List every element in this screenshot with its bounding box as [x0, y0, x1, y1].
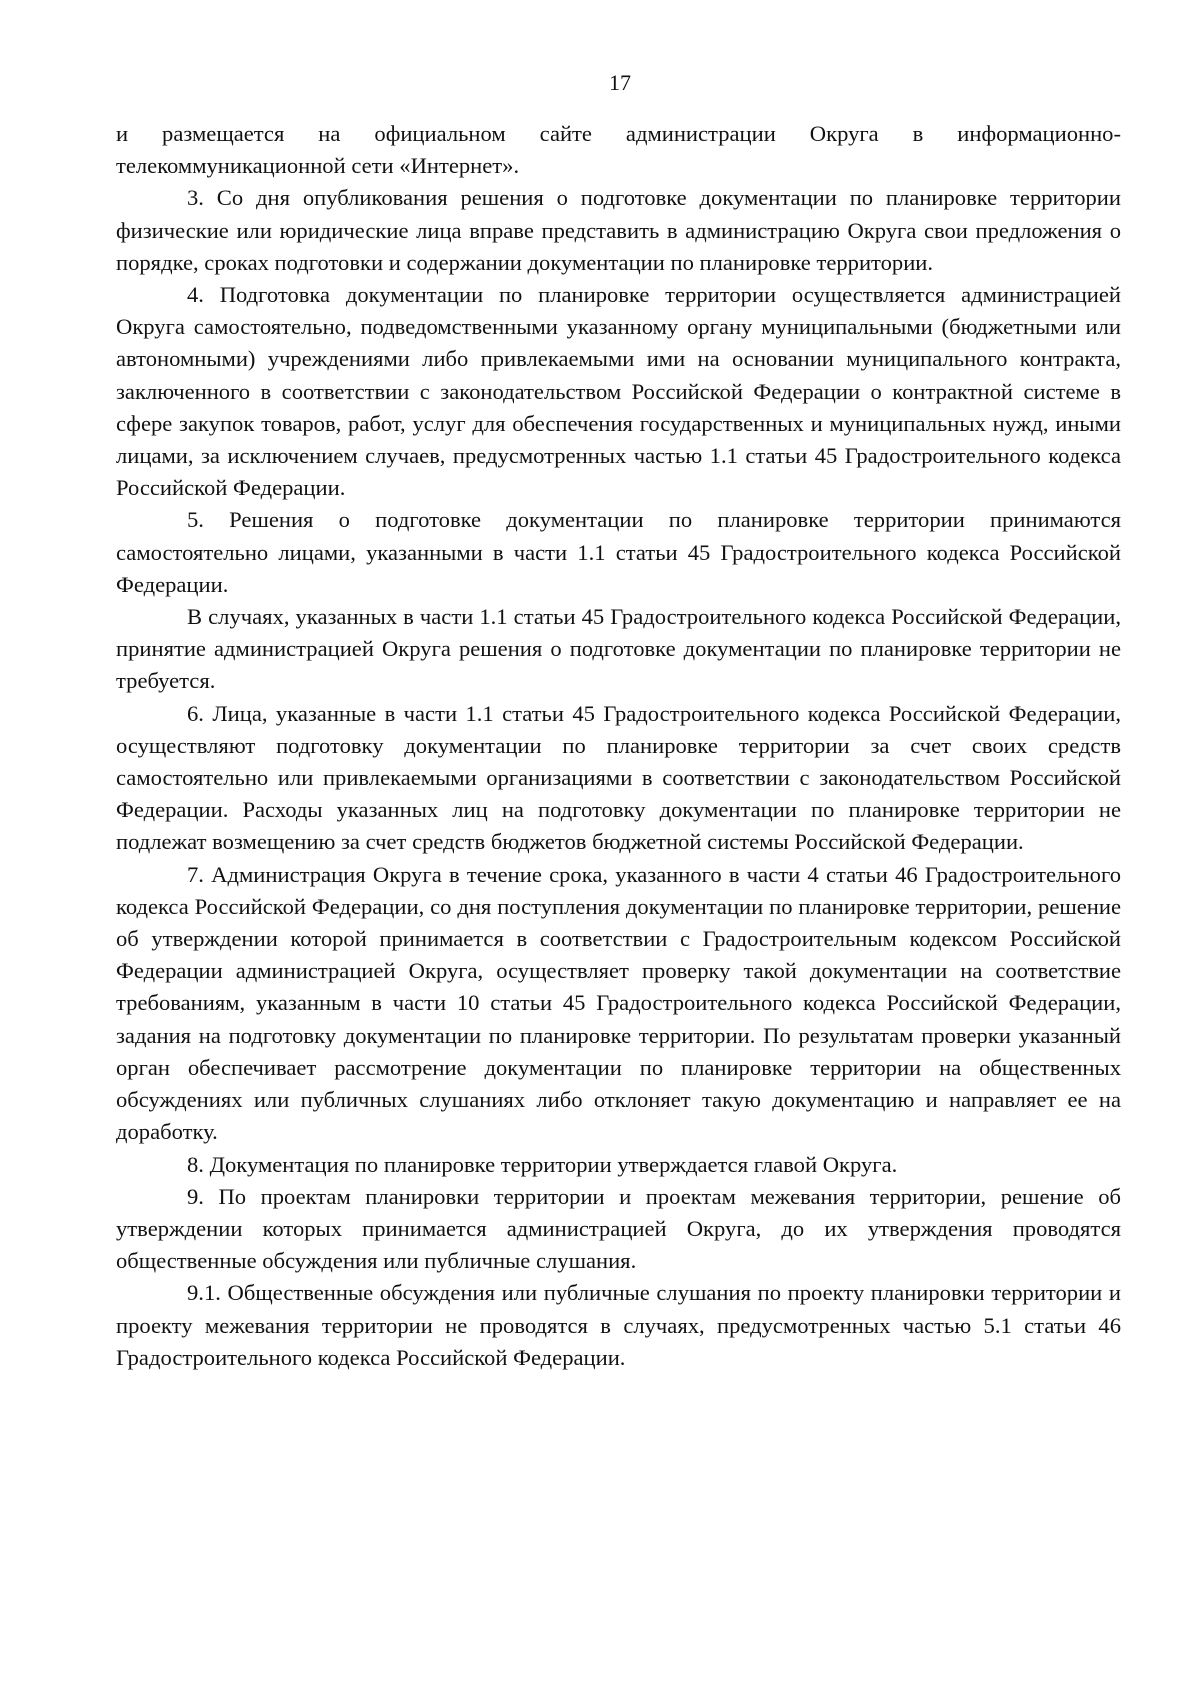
paragraph-item-8: 8. Документация по планировке территории утверждается главой Округа. — [187, 1151, 898, 1177]
paragraph-item-5-cases: В случаях, указанных в части 1.1 статьи 45 Градостроительного кодекса Российской Федерации, принятие администрацией Округа решения о подготовке документации по планировке территории не требуется. — [116, 604, 1121, 694]
paragraph-item-9: 9. По проектам планировки территории и проектам межевания территории, решение об утверждении которых принимается администрацией Округа, до их утверждения проводятся общественные обсуждения или публичные слушания. — [116, 1183, 1121, 1274]
paragraph-item-9-1: 9.1. Общественные обсуждения или публичные слушания по проекту планировки территории и проекту межевания территории не проводятся в случаях, предусмотренных частью 5.1 статьи 46 Градостроительного кодекса Российской Федерации. — [116, 1280, 1121, 1370]
paragraph-item-6: 6. Лица, указанные в части 1.1 статьи 45 Градостроительного кодекса Российской Федерации, осуществляют подготовку документации по планировке территории за счет своих средств самостоятельно или привлекаемыми организациями в соответствии с законодательством Российской Федерации. Расходы указанных лиц на подготовку документации по планировке территории не подлежат возмещению за счет средств бюджетов бюджетной системы Российской Федерации. — [116, 700, 1121, 855]
paragraph-item-4: 4. Подготовка документации по планировке территории осуществляется администрацией Округа самостоятельно, подведомственными указанному органу муниципальными (бюджетными или автономными) учреждениями либо привлекаемыми ими на основании муниципального контракта, заключенного в соответствии с законодательством Российской Федерации о контрактной системе в сфере закупок товаров, работ, услуг для обеспечения государственных и муниципальных нужд, иными лицами, за исключением случаев, предусмотренных частью 1.1 статьи 45 Градостроительного кодекса Российской Федерации. — [116, 282, 1121, 501]
paragraph-item-7: 7. Администрация Округа в течение срока, указанного в части 4 статьи 46 Градостроительного кодекса Российской Федерации, со дня поступления документации по планировке территории, решение об утверждении которой принимается в соответствии с Градостроительным кодексом Российской Федерации администрацией Округа, осуществляет проверку такой документации на соответствие требованиям, указанным в части 10 статьи 45 Градостроительного кодекса Российской Федерации, задания на подготовку документации по планировке территории. По результатам проверки указанный орган обеспечивает рассмотрение документации по планировке территории на общественных обсуждениях или публичных слушаниях либо отклоняет такую документацию и направляет ее на доработку. — [116, 861, 1121, 1145]
paragraph-item-5: 5. Решения о подготовке документации по планировке территории принимаются самостоятельно лицами, указанными в части 1.1 статьи 45 Градостроительного кодекса Российской Федерации. — [116, 507, 1121, 597]
paragraph-item-3: 3. Со дня опубликования решения о подготовке документации по планировке территории физические или юридические лица вправе представить в администрацию Округа свои предложения о порядке, сроках подготовки и содержании документации по планировке территории. — [116, 185, 1121, 275]
paragraph-continuation: и размещается на официальном сайте администрации Округа в информационно-телекоммуникационной сети «Интернет». — [116, 121, 1121, 179]
document-body — [116, 118, 1121, 1374]
page-number: 17 — [609, 70, 631, 95]
